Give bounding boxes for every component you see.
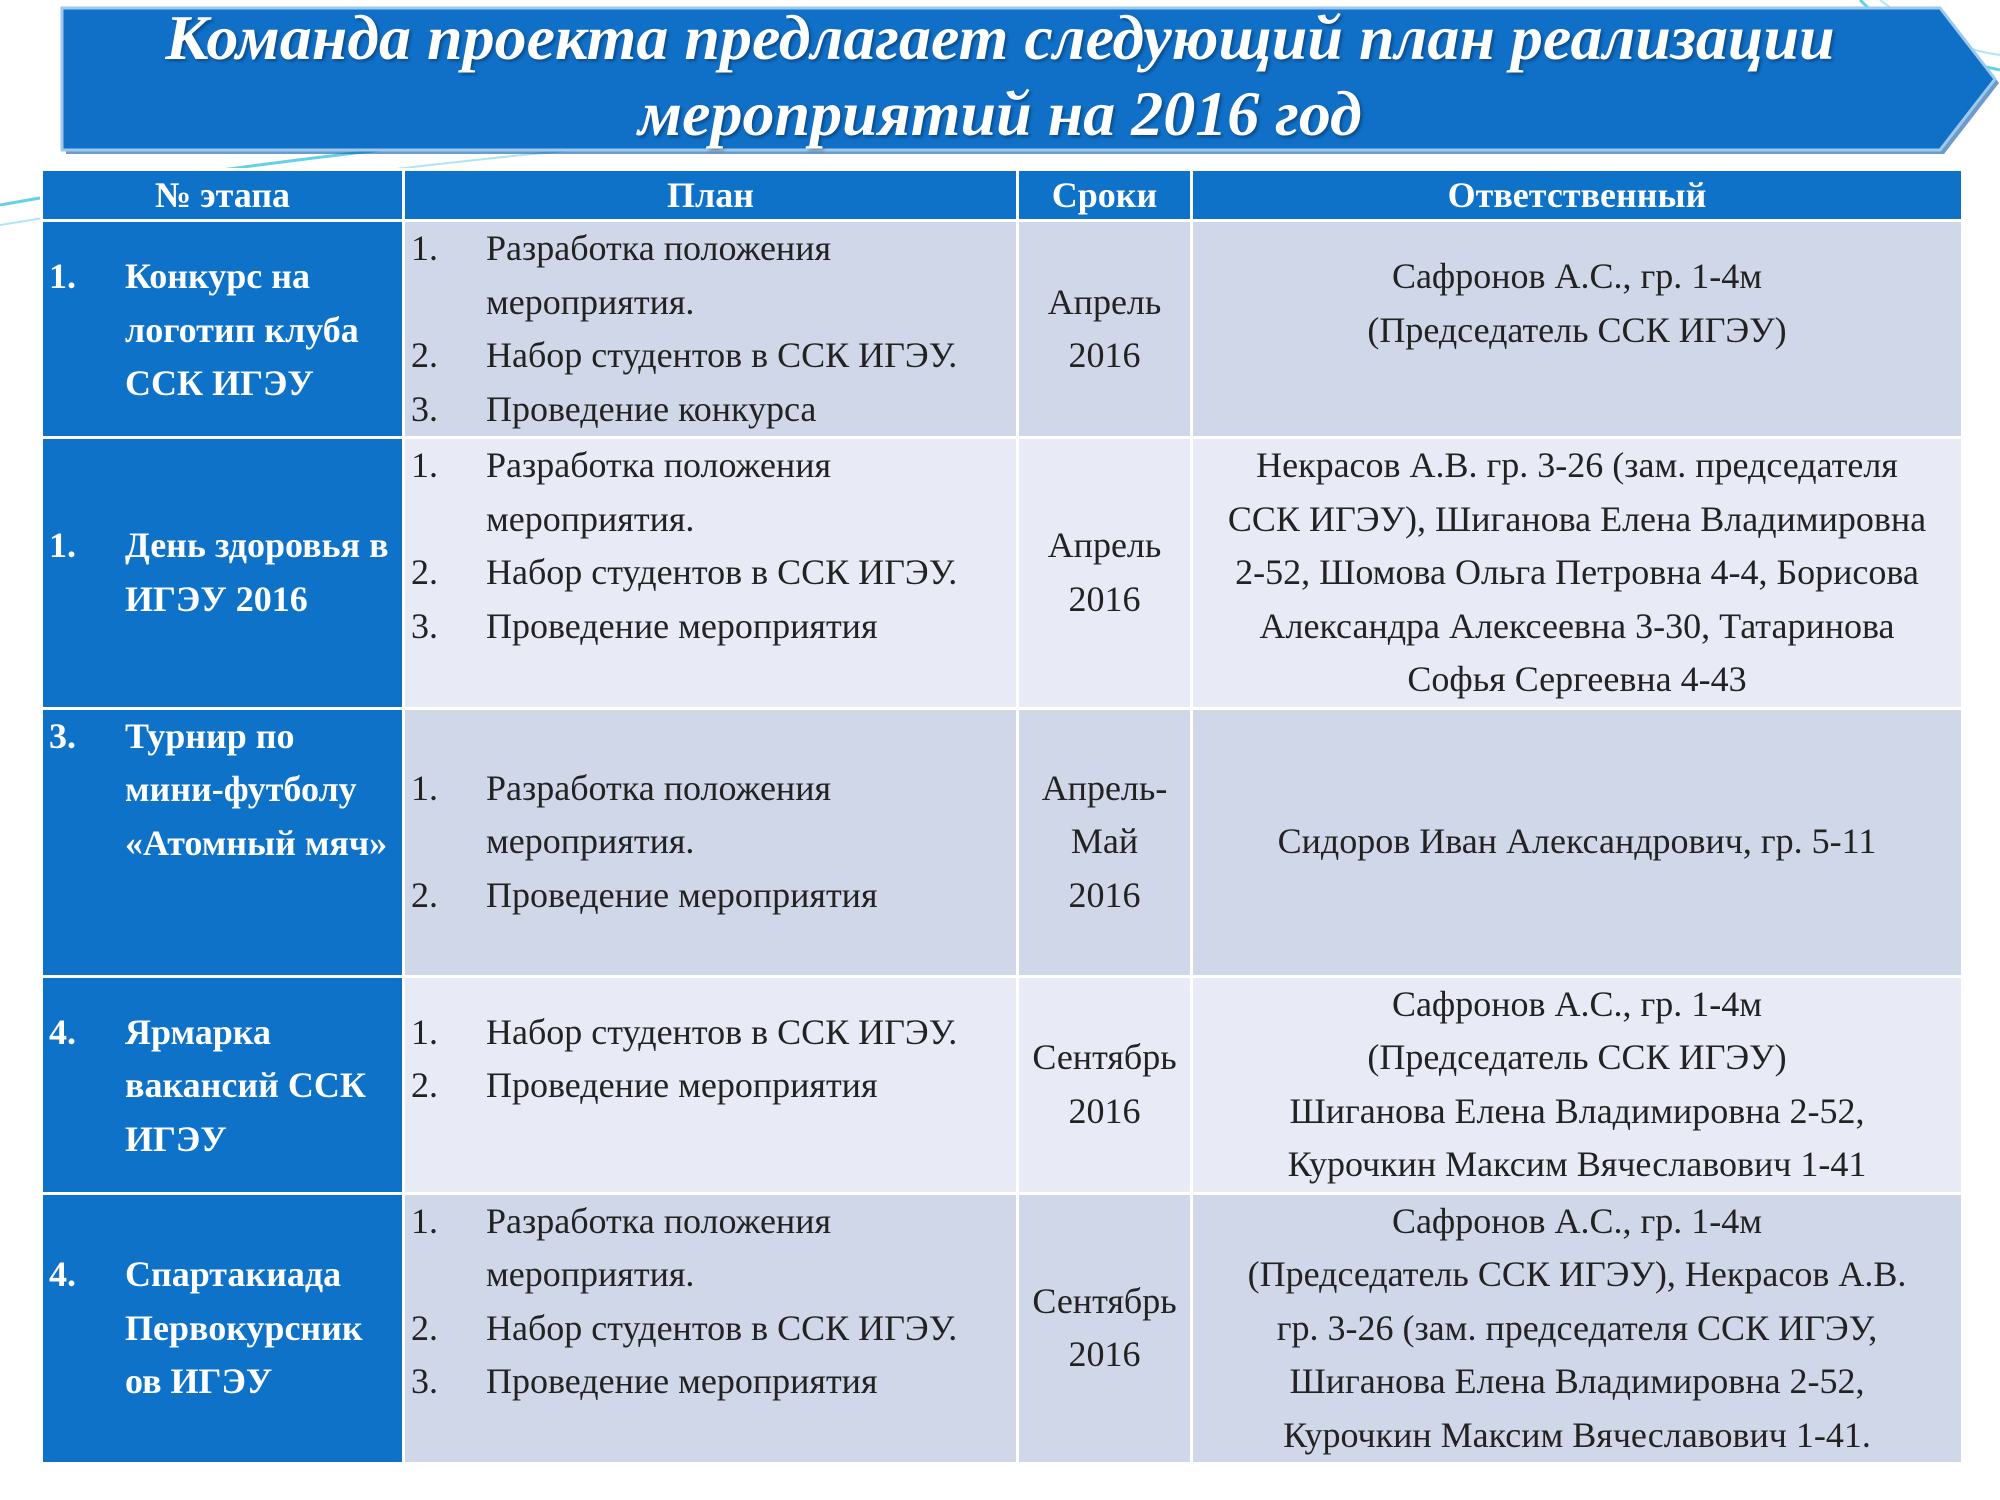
term-line: 2016	[1068, 1090, 1141, 1131]
responsible-line: Некрасов А.В. гр. 3-26 (зам. председателя	[1256, 445, 1898, 485]
plan-item	[411, 1195, 1010, 1302]
header-stage: № этапа	[42, 170, 404, 221]
term-line: 2016	[1068, 1334, 1141, 1375]
plan-item-text: Разработка положения мероприятия.	[486, 1200, 832, 1294]
plan-item	[411, 869, 1010, 923]
table-row	[42, 221, 1963, 438]
plan-item-text: Разработка положения мероприятия.	[486, 445, 832, 539]
plan-item-number: 2.	[411, 1307, 438, 1348]
term-line: Май	[1070, 821, 1139, 862]
responsible-line: Курочкин Максим Вячеславович 1-41	[1287, 1144, 1867, 1184]
plan-item	[411, 762, 1010, 869]
responsible-line: (Председатель ССК ИГЭУ)	[1367, 1037, 1787, 1077]
stage-cell	[42, 976, 404, 1193]
plan-item-number: 1.	[411, 767, 438, 808]
plan-item-number: 2.	[411, 335, 438, 375]
term-cell	[1018, 1193, 1192, 1464]
term-line: 2016	[1068, 874, 1141, 915]
plan-item-number: 2.	[411, 1065, 438, 1105]
responsible-line: Сидоров Иван Александрович, гр. 5-11	[1277, 821, 1877, 862]
responsible-line: ССК ИГЭУ), Шиганова Елена Владимировна	[1227, 498, 1927, 539]
responsible-line: Сафронов А.С., гр. 1-4м	[1391, 256, 1763, 296]
plan-item	[411, 546, 1010, 600]
stage-cell	[42, 1193, 404, 1464]
responsible-line: (Председатель ССК ИГЭУ), Некрасов А.В.	[1247, 1254, 1907, 1294]
responsible-line: Сафронов А.С., гр. 1-4м	[1391, 983, 1763, 1024]
stage-number: 1.	[49, 525, 76, 566]
plan-item	[411, 222, 1010, 329]
stage-cell	[42, 438, 404, 709]
stage-name: Ярмарка вакансий ССК ИГЭУ	[125, 1011, 366, 1159]
plan-list	[405, 1195, 1016, 1409]
header-plan: План	[404, 170, 1018, 221]
term-line: Апрель	[1047, 281, 1162, 322]
responsible-line: Сафронов А.С., гр. 1-4м	[1391, 1200, 1763, 1241]
plan-item-number: 1.	[411, 1200, 438, 1241]
plan-item	[411, 1006, 1010, 1060]
stage-cell	[42, 708, 404, 976]
responsible-cell	[1192, 221, 1963, 438]
responsible-line: гр. 3-26 (зам. председателя ССК ИГЭУ,	[1276, 1307, 1878, 1348]
plan-item-text: Набор студентов в ССК ИГЭУ.	[486, 335, 958, 375]
plan-item	[411, 1302, 1010, 1356]
stage-cell	[42, 221, 404, 438]
term-line: Апрель	[1047, 525, 1162, 566]
responsible-line: Курочкин Максим Вячеславович 1-41.	[1283, 1414, 1871, 1455]
plan-item-number: 1.	[411, 228, 438, 268]
responsible-cell	[1192, 438, 1963, 709]
plan-item-text: Проведение конкурса	[486, 388, 817, 429]
term-line: Сентябрь	[1032, 1280, 1177, 1321]
responsible-line: Шиганова Елена Владимировна 2-52,	[1289, 1361, 1865, 1401]
plan-cell	[404, 976, 1018, 1193]
plan-list	[405, 439, 1016, 653]
responsible-line: Александра Алексеевна 3-30, Татаринова	[1259, 605, 1895, 646]
title-line-2: мероприятий на 2016 год	[638, 78, 1362, 149]
plan-item-text: Проведение мероприятия	[486, 605, 878, 646]
term-cell	[1018, 221, 1192, 438]
table-row	[42, 708, 1963, 976]
plan-item-number: 2.	[411, 874, 438, 915]
title-line-1: Команда проекта предлагает следующий план реализации	[165, 2, 1835, 73]
plan-item-text: Проведение мероприятия	[486, 874, 878, 915]
table-row	[42, 438, 1963, 709]
responsible-cell	[1192, 1193, 1963, 1464]
page-title	[60, 0, 1940, 150]
table-header-row	[42, 170, 1963, 221]
plan-table	[40, 168, 1964, 1465]
responsible-cell	[1192, 976, 1963, 1193]
stage-number: 4.	[49, 1254, 76, 1294]
stage-name: День здоровья в ИГЭУ 2016	[125, 525, 389, 619]
plan-list	[405, 762, 1016, 923]
plan-item-number: 2.	[411, 552, 438, 592]
plan-item	[411, 439, 1010, 546]
plan-item-number: 1.	[411, 445, 438, 485]
responsible-cell	[1192, 708, 1963, 976]
stage-number: 3.	[49, 715, 76, 756]
plan-item-number: 3.	[411, 1361, 438, 1401]
plan-item-text: Проведение мероприятия	[486, 1361, 878, 1401]
responsible-line: 2-52, Шомова Ольга Петровна 4-4, Борисова	[1235, 552, 1919, 592]
plan-item	[411, 329, 1010, 383]
plan-item	[411, 1355, 1010, 1409]
header-term: Сроки	[1018, 170, 1192, 221]
stage-name: Конкурс на логотип клуба ССК ИГЭУ	[125, 256, 359, 403]
plan-item-text: Разработка положения мероприятия.	[486, 767, 832, 862]
term-line: Апрель-	[1041, 767, 1168, 808]
plan-item-number: 3.	[411, 605, 438, 646]
plan-cell	[404, 1193, 1018, 1464]
plan-item-number: 3.	[411, 388, 438, 429]
term-line: 2016	[1068, 578, 1141, 619]
plan-list	[405, 1006, 1016, 1113]
table-row	[42, 1193, 1963, 1464]
term-cell	[1018, 708, 1192, 976]
plan-item-text: Проведение мероприятия	[486, 1065, 878, 1105]
plan-item-text: Набор студентов в ССК ИГЭУ.	[486, 1307, 958, 1348]
plan-item-text: Набор студентов в ССК ИГЭУ.	[486, 1011, 958, 1052]
header-responsible: Ответственный	[1192, 170, 1963, 221]
stage-number: 4.	[49, 1011, 76, 1052]
table-row	[42, 976, 1963, 1193]
responsible-line: (Председатель ССК ИГЭУ)	[1367, 309, 1787, 350]
plan-item-text: Набор студентов в ССК ИГЭУ.	[486, 552, 958, 592]
responsible-line: Шиганова Елена Владимировна 2-52,	[1289, 1090, 1865, 1131]
stage-name: Турнир по мини-футболу «Атомный мяч»	[125, 715, 388, 863]
term-cell	[1018, 438, 1192, 709]
term-line: 2016	[1068, 335, 1141, 375]
plan-cell	[404, 708, 1018, 976]
plan-cell	[404, 221, 1018, 438]
plan-item-text: Разработка положения мероприятия.	[486, 228, 832, 322]
plan-item	[411, 383, 1010, 437]
plan-item	[411, 1059, 1010, 1113]
plan-cell	[404, 438, 1018, 709]
stage-number: 1.	[49, 256, 76, 296]
plan-item	[411, 600, 1010, 654]
term-line: Сентябрь	[1032, 1037, 1177, 1077]
responsible-line: Софья Сергеевна 4-43	[1407, 659, 1747, 699]
plan-list	[405, 222, 1016, 436]
term-cell	[1018, 976, 1192, 1193]
plan-item-number: 1.	[411, 1011, 438, 1052]
stage-name: Спартакиада Первокурсник ов ИГЭУ	[125, 1254, 363, 1401]
